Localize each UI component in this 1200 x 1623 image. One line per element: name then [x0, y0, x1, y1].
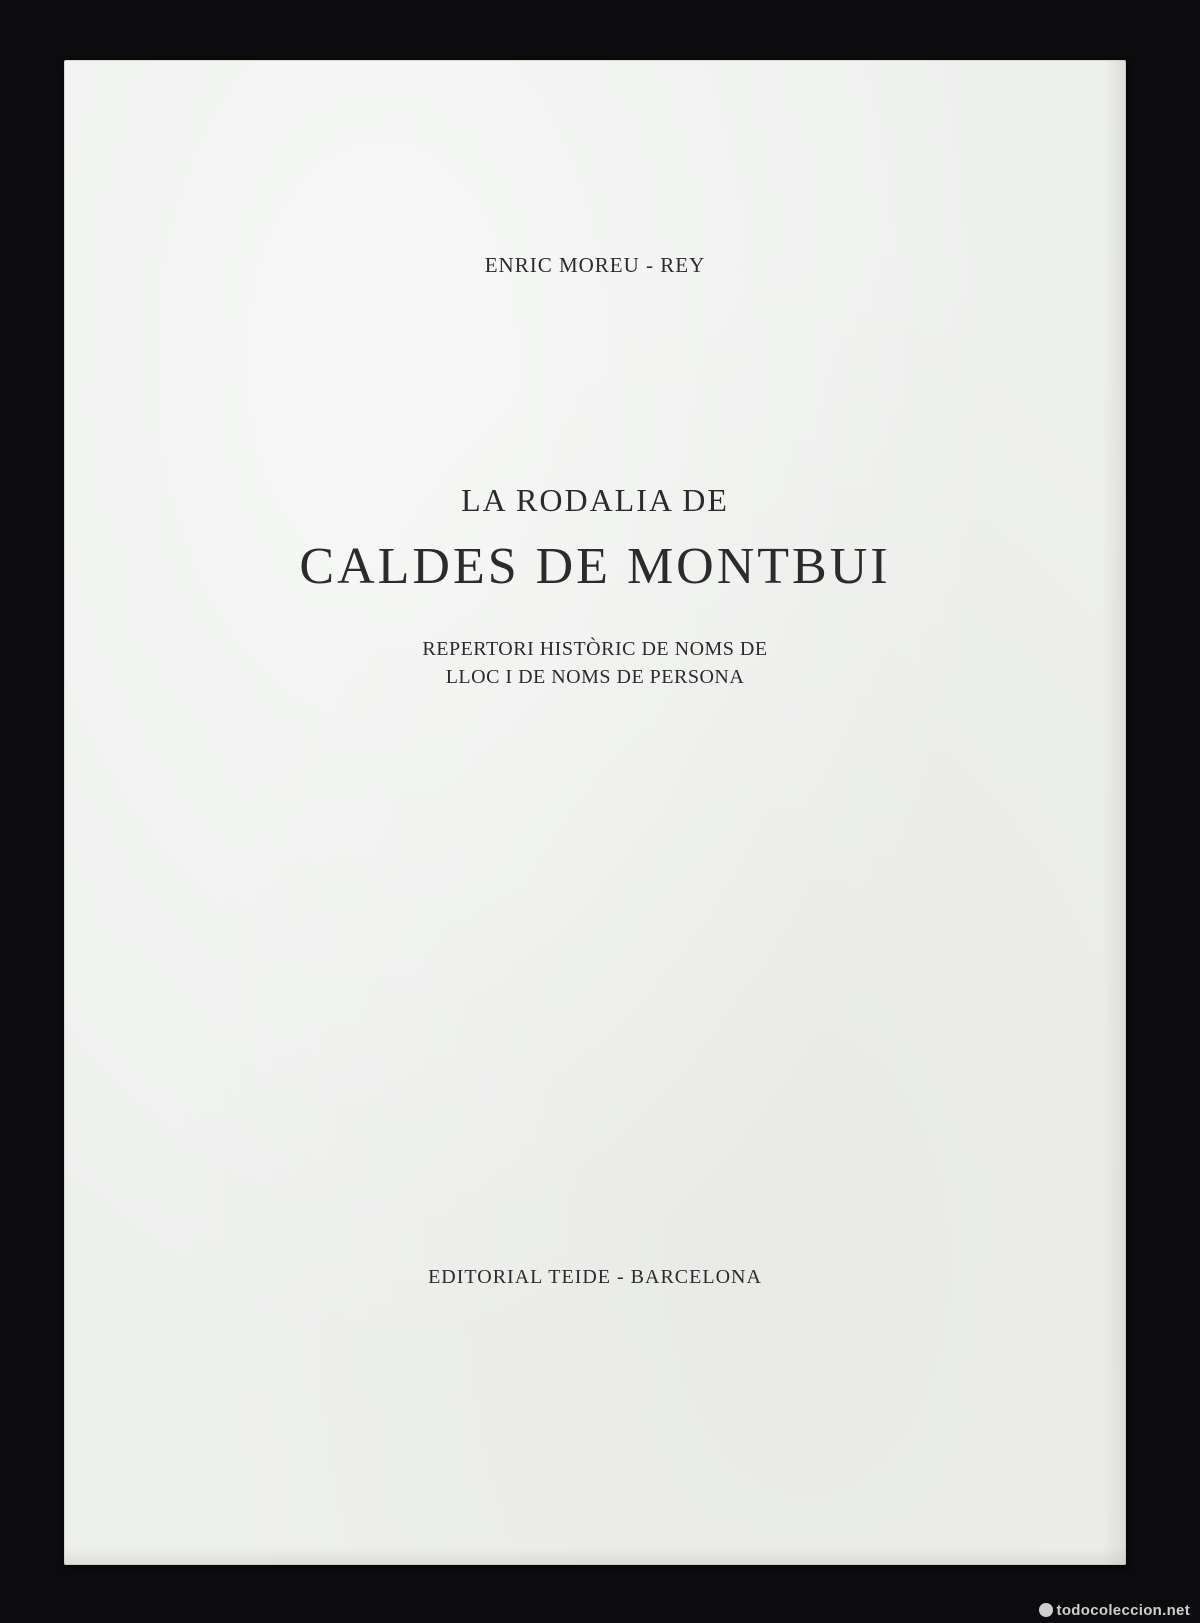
cover-edge-shadow-right: [1102, 60, 1126, 1565]
subtitle-line-2: LLOC I DE NOMS DE PERSONA: [445, 666, 745, 688]
title-line-2: CALDES DE MONTBUI: [299, 538, 891, 595]
todocoleccion-logo-icon: [1039, 1603, 1053, 1617]
watermark: [1039, 1602, 1190, 1619]
cover-edge-shadow-bottom: [64, 1547, 1126, 1565]
watermark-text: todocoleccion.net: [1056, 1602, 1190, 1619]
author-name: ENRIC MOREU - REY: [484, 253, 706, 277]
title-line-1: LA RODALIA DE: [461, 482, 729, 518]
book-cover: [64, 60, 1126, 1565]
publisher: EDITORIAL TEIDE - BARCELONA: [428, 1266, 762, 1288]
subtitle-line-1: REPERTORI HISTÒRIC DE NOMS DE: [422, 638, 768, 660]
